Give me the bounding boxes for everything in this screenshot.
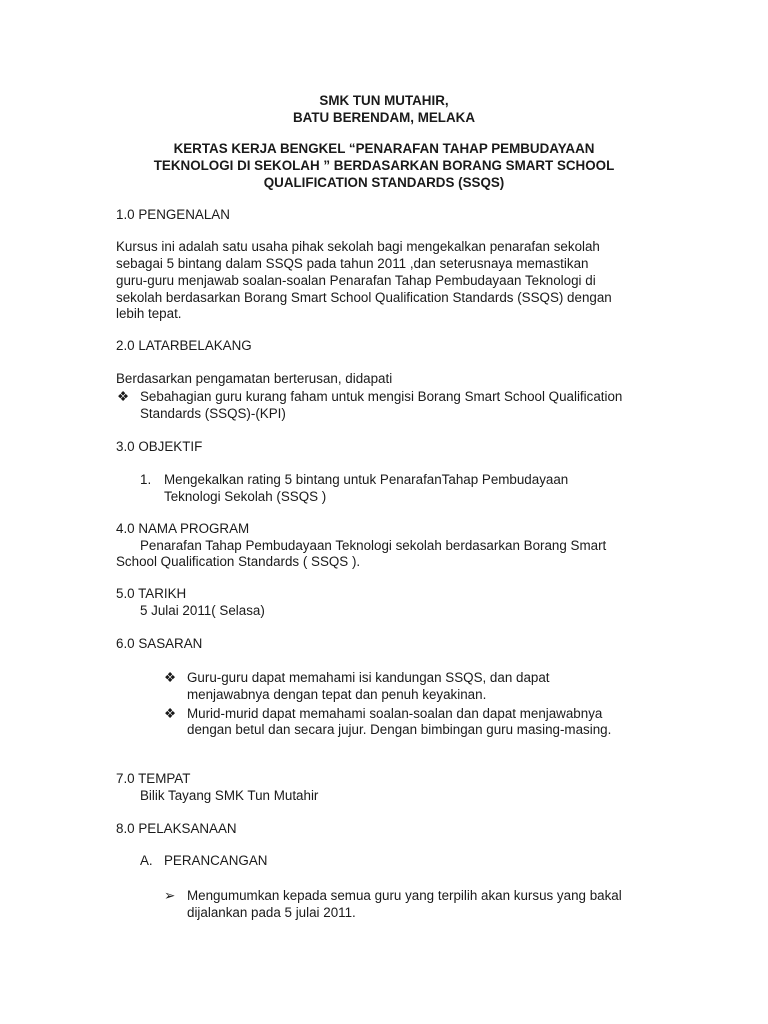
school-location: BATU BERENDAM, MELAKA [292, 110, 475, 125]
pengenalan-line-5: lebih tepat. [116, 306, 182, 321]
pengenalan-line-3: guru-guru menjawab soalan-soalan Penarafan Tahap Pembudayaan Teknologi di [116, 273, 596, 288]
sasaran-item-2-line-1: Murid-murid dapat memahami soalan-soalan dan dapat menjawabnya [187, 706, 603, 721]
objektif-line-2: Teknologi Sekolah (SSQS ) [164, 489, 327, 504]
pelaksanaan-item-line-1: Mengumumkan kepada semua guru yang terpilih akan kursus yang bakal [187, 888, 622, 903]
title-line-2: TEKNOLOGI DI SEKOLAH ” BERDASARKAN BORANG SMART SCHOOL [153, 158, 615, 173]
latarbelakang-bullet-line-2: Standards (SSQS)-(KPI) [140, 406, 286, 421]
tempat-value: Bilik Tayang SMK Tun Mutahir [140, 788, 319, 803]
diamond-bullet-icon: ❖ [164, 670, 177, 685]
section-heading-latarbelakang: 2.0 LATARBELAKANG [116, 338, 252, 353]
sasaran-item-1-line-1: Guru-guru dapat memahami isi kandungan SSQS, dan dapat [187, 670, 550, 685]
pelaksanaan-item-line-2: dijalankan pada 5 julai 2011. [187, 905, 356, 920]
sasaran-item-2-line-2: dengan betul dan secara jujur. Dengan bimbingan guru masing-masing. [187, 722, 612, 737]
pengenalan-line-1: Kursus ini adalah satu usaha pihak sekolah bagi mengekalkan penarafan sekolah [116, 239, 600, 254]
pelaksanaan-sub-heading: PERANCANGAN [164, 853, 268, 868]
objektif-number: 1. [140, 472, 152, 487]
diamond-bullet-icon: ❖ [117, 389, 130, 404]
nama-program-line-1: Penarafan Tahap Pembudayaan Teknologi sekolah berdasarkan Borang Smart [140, 538, 607, 553]
section-heading-pelaksanaan: 8.0 PELAKSANAAN [116, 821, 237, 836]
title-line-1: KERTAS KERJA BENGKEL “PENARAFAN TAHAP PEMBUDAYAAN [173, 141, 595, 156]
section-heading-tempat: 7.0 TEMPAT [116, 771, 191, 786]
nama-program-line-2: School Qualification Standards ( SSQS ). [116, 554, 361, 569]
section-heading-objektif: 3.0 OBJEKTIF [116, 439, 203, 454]
school-name: SMK TUN MUTAHIR, [319, 93, 449, 108]
section-heading-sasaran: 6.0 SASARAN [116, 636, 203, 651]
pengenalan-line-2: sebagai 5 bintang dalam SSQS pada tahun 2011 ,dan seterusnaya memastikan [116, 256, 589, 271]
title-line-3: QUALIFICATION STANDARDS (SSQS) [263, 175, 505, 190]
pelaksanaan-sub-letter: A. [140, 853, 153, 868]
arrow-bullet-icon: ➢ [164, 888, 176, 903]
latarbelakang-bullet-line-1: Sebahagian guru kurang faham untuk mengisi Borang Smart School Qualification [140, 389, 623, 404]
section-heading-nama-program: 4.0 NAMA PROGRAM [116, 521, 250, 536]
tarikh-value: 5 Julai 2011( Selasa) [140, 603, 265, 618]
diamond-bullet-icon: ❖ [164, 706, 177, 721]
section-heading-tarikh: 5.0 TARIKH [116, 586, 187, 601]
pengenalan-line-4: sekolah berdasarkan Borang Smart School Qualification Standards (SSQS) dengan [116, 290, 612, 305]
section-heading-pengenalan: 1.0 PENGENALAN [116, 207, 230, 222]
latarbelakang-intro: Berdasarkan pengamatan berterusan, didapati [116, 371, 393, 386]
objektif-line-1: Mengekalkan rating 5 bintang untuk PenarafanTahap Pembudayaan [164, 472, 569, 487]
sasaran-item-1-line-2: menjawabnya dengan tepat dan penuh keyakinan. [187, 687, 487, 702]
